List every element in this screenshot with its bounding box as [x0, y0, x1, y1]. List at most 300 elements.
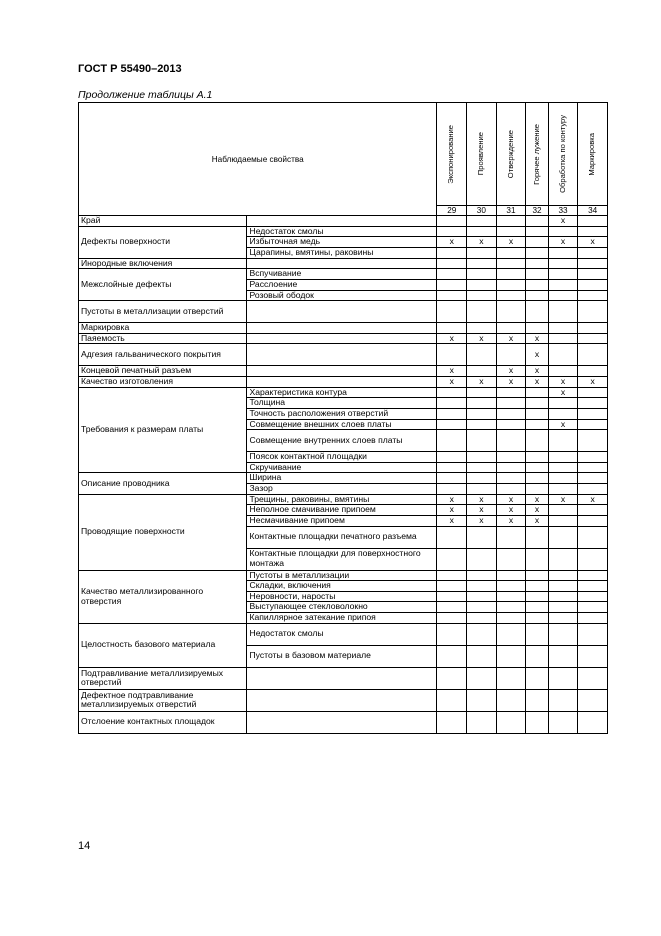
mark-cell: [496, 462, 526, 473]
table-row: [79, 366, 608, 377]
mark-cell: x: [496, 237, 526, 248]
mark-cell: [467, 548, 497, 570]
property-name: Маркировка: [79, 323, 247, 334]
table-row: [79, 623, 608, 645]
table-row: [79, 473, 608, 484]
page-number: 14: [78, 840, 91, 852]
mark-cell: [467, 258, 497, 269]
mark-cell: [467, 430, 497, 452]
mark-cell: [578, 515, 608, 526]
property-name: Паяемость: [79, 333, 247, 344]
mark-cell: [467, 248, 497, 259]
property-name: Инородные включения: [79, 258, 247, 269]
mark-cell: [496, 645, 526, 667]
mark-cell: [526, 484, 548, 495]
mark-cell: [548, 711, 578, 733]
mark-cell: [496, 484, 526, 495]
sub-property: Совмещение внешних слоев платы: [247, 419, 437, 430]
mark-cell: [526, 667, 548, 689]
mark-cell: [496, 452, 526, 463]
sub-property: Характеристика контура: [247, 387, 437, 398]
mark-cell: [578, 248, 608, 259]
mark-cell: [526, 290, 548, 301]
mark-cell: [467, 570, 497, 581]
table-row: [79, 269, 608, 280]
mark-cell: [526, 711, 548, 733]
mark-cell: [467, 323, 497, 334]
mark-cell: x: [437, 237, 467, 248]
mark-cell: [578, 301, 608, 323]
mark-cell: [526, 269, 548, 280]
mark-cell: [578, 216, 608, 227]
mark-cell: [578, 689, 608, 711]
mark-cell: [526, 226, 548, 237]
mark-cell: [526, 689, 548, 711]
mark-cell: [496, 602, 526, 613]
mark-cell: [578, 419, 608, 430]
sub-property: [247, 333, 437, 344]
mark-cell: [548, 333, 578, 344]
mark-cell: [467, 301, 497, 323]
mark-cell: [496, 689, 526, 711]
mark-cell: [496, 279, 526, 290]
mark-cell: [437, 216, 467, 227]
mark-cell: [437, 689, 467, 711]
mark-cell: [578, 548, 608, 570]
col-label-3: Горячее лужение: [531, 123, 541, 185]
sub-property: [247, 258, 437, 269]
mark-cell: [578, 333, 608, 344]
table-row: [79, 333, 608, 344]
sub-property: Совмещение внутренних слоев платы: [247, 430, 437, 452]
col-header-4: [548, 103, 578, 206]
mark-cell: x: [526, 366, 548, 377]
mark-cell: [437, 269, 467, 280]
mark-cell: [496, 570, 526, 581]
mark-cell: [437, 462, 467, 473]
property-name: Требования к размерам платы: [79, 387, 247, 473]
mark-cell: [496, 408, 526, 419]
mark-cell: x: [496, 505, 526, 516]
mark-cell: x: [526, 333, 548, 344]
sub-property: Точность расположения отверстий: [247, 408, 437, 419]
sub-property: [247, 711, 437, 733]
sub-property: Пустоты в металлизации: [247, 570, 437, 581]
mark-cell: [578, 452, 608, 463]
mark-cell: [526, 526, 548, 548]
mark-cell: [526, 248, 548, 259]
mark-cell: [467, 711, 497, 733]
mark-cell: [548, 258, 578, 269]
property-name: Край: [79, 216, 247, 227]
mark-cell: [437, 301, 467, 323]
mark-cell: [578, 645, 608, 667]
mark-cell: [437, 344, 467, 366]
sub-property: Ширина: [247, 473, 437, 484]
mark-cell: x: [526, 494, 548, 505]
mark-cell: [496, 323, 526, 334]
property-name: Дефекты поверхности: [79, 226, 247, 258]
mark-cell: [467, 387, 497, 398]
property-name: Качество изготовления: [79, 377, 247, 388]
mark-cell: [496, 526, 526, 548]
mark-cell: [526, 645, 548, 667]
col-header-1: [467, 103, 497, 206]
mark-cell: [526, 398, 548, 409]
table-row: [79, 216, 608, 227]
sub-property: Толщина: [247, 398, 437, 409]
col-label-5: Маркировка: [587, 132, 597, 176]
mark-cell: [437, 258, 467, 269]
sub-property: Трещины, раковины, вмятины: [247, 494, 437, 505]
mark-cell: [578, 344, 608, 366]
table-row: [79, 494, 608, 505]
mark-cell: [578, 473, 608, 484]
mark-cell: [578, 290, 608, 301]
mark-cell: [437, 484, 467, 495]
mark-cell: x: [526, 344, 548, 366]
mark-cell: [496, 301, 526, 323]
mark-cell: [548, 398, 578, 409]
mark-cell: [548, 645, 578, 667]
mark-cell: [526, 408, 548, 419]
mark-cell: [578, 505, 608, 516]
mark-cell: [496, 387, 526, 398]
mark-cell: [467, 398, 497, 409]
mark-cell: [496, 667, 526, 689]
col-label-2: Отверждение: [505, 129, 515, 179]
mark-cell: [526, 613, 548, 624]
table-row: [79, 344, 608, 366]
mark-cell: x: [467, 333, 497, 344]
mark-cell: [437, 408, 467, 419]
mark-cell: [437, 581, 467, 592]
mark-cell: [526, 323, 548, 334]
mark-cell: [467, 602, 497, 613]
mark-cell: [496, 248, 526, 259]
mark-cell: x: [437, 505, 467, 516]
col-header-3: [526, 103, 548, 206]
mark-cell: [467, 452, 497, 463]
sub-property: Розовый ободок: [247, 290, 437, 301]
mark-cell: [496, 548, 526, 570]
mark-cell: [578, 387, 608, 398]
mark-cell: [526, 473, 548, 484]
mark-cell: [578, 323, 608, 334]
mark-cell: x: [496, 515, 526, 526]
mark-cell: [526, 602, 548, 613]
mark-cell: [548, 323, 578, 334]
col-header-2: [496, 103, 526, 206]
mark-cell: [496, 344, 526, 366]
mark-cell: [548, 248, 578, 259]
table-row: [79, 711, 608, 733]
sub-property: Выступающее стекловолокно: [247, 602, 437, 613]
mark-cell: [526, 452, 548, 463]
mark-cell: [526, 591, 548, 602]
mark-cell: [437, 473, 467, 484]
mark-cell: [496, 591, 526, 602]
mark-cell: [578, 258, 608, 269]
col-num-2: 31: [496, 206, 526, 216]
mark-cell: [496, 216, 526, 227]
mark-cell: [578, 398, 608, 409]
mark-cell: [437, 711, 467, 733]
mark-cell: [437, 398, 467, 409]
mark-cell: x: [548, 494, 578, 505]
mark-cell: [578, 269, 608, 280]
mark-cell: [496, 613, 526, 624]
mark-cell: [467, 344, 497, 366]
mark-cell: [578, 667, 608, 689]
mark-cell: [578, 570, 608, 581]
sub-property: Скручивание: [247, 462, 437, 473]
mark-cell: [467, 290, 497, 301]
sub-property: [247, 216, 437, 227]
mark-cell: x: [526, 377, 548, 388]
mark-cell: x: [467, 505, 497, 516]
sub-property: [247, 344, 437, 366]
col-header-0: [437, 103, 467, 206]
mark-cell: [496, 398, 526, 409]
table-row: [79, 258, 608, 269]
mark-cell: [437, 548, 467, 570]
col-num-5: 34: [578, 206, 608, 216]
col-label-0: Экспонирование: [446, 124, 456, 184]
property-name: Описание проводника: [79, 473, 247, 494]
mark-cell: [496, 430, 526, 452]
mark-cell: x: [496, 377, 526, 388]
column-header-row: [79, 103, 608, 206]
mark-cell: x: [496, 494, 526, 505]
mark-cell: [526, 548, 548, 570]
mark-cell: [467, 473, 497, 484]
mark-cell: [526, 216, 548, 227]
mark-cell: [437, 419, 467, 430]
mark-cell: [548, 581, 578, 592]
mark-cell: [467, 279, 497, 290]
mark-cell: [526, 419, 548, 430]
mark-cell: [526, 301, 548, 323]
mark-cell: [437, 430, 467, 452]
table-row: [79, 387, 608, 398]
mark-cell: x: [548, 419, 578, 430]
mark-cell: [437, 602, 467, 613]
mark-cell: [437, 591, 467, 602]
table-row: [79, 667, 608, 689]
sub-property: Контактные площадки печатного разъема: [247, 526, 437, 548]
col-num-4: 33: [548, 206, 578, 216]
mark-cell: [578, 279, 608, 290]
table-body: [79, 216, 608, 734]
mark-cell: x: [526, 515, 548, 526]
table-continuation-caption: Продолжение таблицы А.1: [78, 89, 213, 101]
table-row: [79, 301, 608, 323]
mark-cell: [467, 613, 497, 624]
property-name: Концевой печатный разъем: [79, 366, 247, 377]
mark-cell: x: [526, 505, 548, 516]
mark-cell: [467, 269, 497, 280]
sub-property: Недостаток смолы: [247, 623, 437, 645]
mark-cell: [548, 623, 578, 645]
mark-cell: [548, 430, 578, 452]
mark-cell: [437, 526, 467, 548]
mark-cell: [578, 711, 608, 733]
mark-cell: [496, 711, 526, 733]
col-num-1: 30: [467, 206, 497, 216]
mark-cell: [467, 645, 497, 667]
standard-header: ГОСТ Р 55490–2013: [78, 63, 182, 75]
mark-cell: [467, 462, 497, 473]
mark-cell: [548, 269, 578, 280]
mark-cell: [467, 419, 497, 430]
mark-cell: [496, 269, 526, 280]
mark-cell: [578, 462, 608, 473]
mark-cell: [467, 581, 497, 592]
mark-cell: x: [548, 216, 578, 227]
mark-cell: [578, 484, 608, 495]
mark-cell: [578, 430, 608, 452]
corner-header: Наблюдаемые свойства: [79, 103, 437, 216]
sub-property: [247, 323, 437, 334]
mark-cell: [526, 430, 548, 452]
mark-cell: [548, 602, 578, 613]
mark-cell: [578, 613, 608, 624]
sub-property: Недостаток смолы: [247, 226, 437, 237]
property-name: Отслоение контактных площадок: [79, 711, 247, 733]
mark-cell: x: [437, 333, 467, 344]
mark-cell: [548, 226, 578, 237]
table-row: [79, 689, 608, 711]
mark-cell: [437, 279, 467, 290]
mark-cell: [526, 387, 548, 398]
mark-cell: [496, 226, 526, 237]
mark-cell: [467, 623, 497, 645]
mark-cell: [548, 290, 578, 301]
sub-property: Несмачивание припоем: [247, 515, 437, 526]
mark-cell: x: [496, 366, 526, 377]
property-name: Пустоты в металлизации отверстий: [79, 301, 247, 323]
mark-cell: [496, 623, 526, 645]
mark-cell: [526, 570, 548, 581]
sub-property: Неполное смачивание припоем: [247, 505, 437, 516]
sub-property: [247, 377, 437, 388]
mark-cell: [578, 226, 608, 237]
mark-cell: [437, 387, 467, 398]
mark-cell: [496, 581, 526, 592]
sub-property: Складки, включения: [247, 581, 437, 592]
mark-cell: [578, 366, 608, 377]
mark-cell: x: [437, 515, 467, 526]
sub-property: Неровности, наросты: [247, 591, 437, 602]
mark-cell: x: [578, 377, 608, 388]
mark-cell: [437, 645, 467, 667]
property-name: Подтравливание металлизируемых отверстий: [79, 667, 247, 689]
mark-cell: [467, 226, 497, 237]
mark-cell: x: [437, 494, 467, 505]
mark-cell: [467, 526, 497, 548]
mark-cell: [467, 366, 497, 377]
mark-cell: x: [548, 387, 578, 398]
mark-cell: [548, 462, 578, 473]
mark-cell: [548, 526, 578, 548]
mark-cell: [578, 591, 608, 602]
mark-cell: [467, 667, 497, 689]
mark-cell: [548, 484, 578, 495]
mark-cell: [548, 279, 578, 290]
mark-cell: [496, 419, 526, 430]
mark-cell: [437, 248, 467, 259]
mark-cell: [526, 623, 548, 645]
mark-cell: x: [467, 494, 497, 505]
mark-cell: x: [548, 237, 578, 248]
mark-cell: [526, 258, 548, 269]
mark-cell: [578, 623, 608, 645]
table-row: [79, 570, 608, 581]
mark-cell: [437, 623, 467, 645]
mark-cell: [437, 570, 467, 581]
sub-property: Расслоение: [247, 279, 437, 290]
sub-property: Избыточная медь: [247, 237, 437, 248]
mark-cell: [437, 667, 467, 689]
mark-cell: [467, 591, 497, 602]
mark-cell: [548, 505, 578, 516]
mark-cell: [437, 226, 467, 237]
mark-cell: [437, 452, 467, 463]
property-name: Адгезия гальванического покрытия: [79, 344, 247, 366]
mark-cell: x: [578, 237, 608, 248]
mark-cell: x: [437, 377, 467, 388]
property-name: Проводящие поверхности: [79, 494, 247, 570]
mark-cell: [437, 323, 467, 334]
mark-cell: [467, 408, 497, 419]
col-label-1: Проявление: [476, 132, 486, 176]
sub-property: Зазор: [247, 484, 437, 495]
mark-cell: [548, 667, 578, 689]
mark-cell: [548, 548, 578, 570]
mark-cell: [548, 613, 578, 624]
table-row: [79, 377, 608, 388]
mark-cell: [496, 258, 526, 269]
mark-cell: [548, 570, 578, 581]
sub-property: [247, 689, 437, 711]
sub-property: Вспучивание: [247, 269, 437, 280]
col-num-3: 32: [526, 206, 548, 216]
mark-cell: [548, 591, 578, 602]
mark-cell: [526, 237, 548, 248]
mark-cell: x: [496, 333, 526, 344]
sub-property: Царапины, вмятины, раковины: [247, 248, 437, 259]
mark-cell: [548, 408, 578, 419]
mark-cell: [467, 484, 497, 495]
sub-property: Поясок контактной площадки: [247, 452, 437, 463]
mark-cell: [526, 279, 548, 290]
sub-property: [247, 366, 437, 377]
property-name: Целостность базового материала: [79, 623, 247, 667]
mark-cell: [548, 689, 578, 711]
properties-table: [78, 102, 608, 734]
mark-cell: [437, 613, 467, 624]
mark-cell: [467, 216, 497, 227]
sub-property: [247, 301, 437, 323]
mark-cell: [467, 689, 497, 711]
table-row: [79, 226, 608, 237]
mark-cell: [548, 344, 578, 366]
table-row: [79, 323, 608, 334]
property-name: Межслойные дефекты: [79, 269, 247, 301]
mark-cell: x: [437, 366, 467, 377]
col-label-4: Обработка по контуру: [557, 115, 567, 193]
